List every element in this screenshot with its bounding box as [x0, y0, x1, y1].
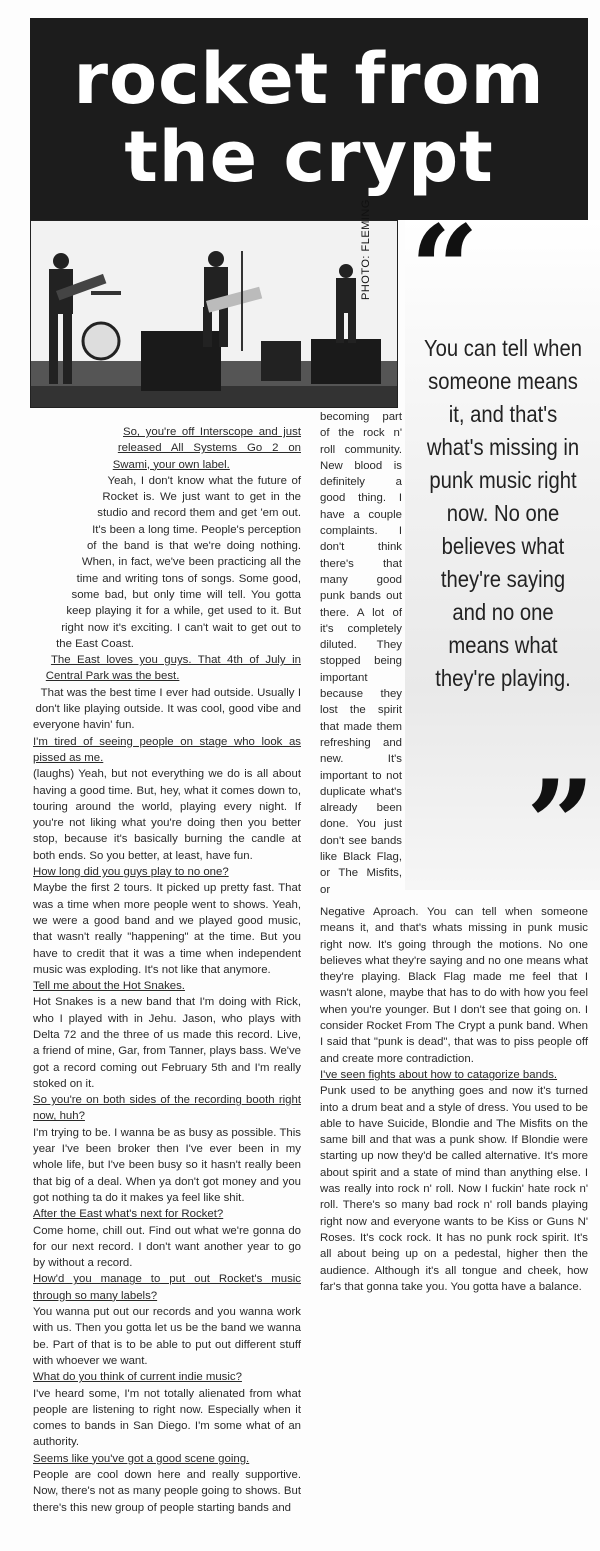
title-line-1: rocket from	[73, 38, 545, 120]
narrow-column: becoming part of the rock n' roll community. New blood is definitely a good thing. I have a couple complaints. I don't think there's that many good punk bands out there. A lot of it's completely diluted. They stopped being important because they lost the spirit that made them refreshing and new. It's important to not duplicate what's already been done. You just don't see bands like Black Flag, or The Misfits, or	[320, 411, 402, 896]
interview-answer: Hot Snakes is a new band that I'm doing with Rick, who I played with in Jehu. Jason, who plays with Delta 72 and the three of us made this record. Live, a friend of mine, Gar, from Tanner, plays bass. We've got a record coming out February 5th and I'm really stoked on it.	[33, 996, 301, 1090]
interview-question: How'd you manage to put out Rocket's music through so many labels?	[33, 1273, 301, 1302]
interview-question: So you're on both sides of the recording booth right now, huh?	[33, 1094, 301, 1123]
interview-answer: People are cool down here and really supportive. Now, there's not as many people going to shows. But there's this new group of people starting bands and	[33, 1469, 301, 1514]
interview-answer: I've heard some, I'm not totally alienated from what people are listening to right now. Especially when it comes to bands in San Diego. I'm some what of an authority.	[33, 1387, 301, 1449]
photo-credit: PHOTO: FLEMING	[360, 199, 372, 300]
interview-answer: Come home, chill out. Find out what we're gonna do for our next record. I don't want another year to go by without a record.	[33, 1224, 301, 1270]
band-photo	[30, 220, 398, 408]
interview-answer: You wanna put out our records and you wanna work with us. Then you gotta let us be the band we wanna be. Part of that is to be able to put out different stuff with whoever we want.	[33, 1306, 301, 1367]
close-quote-icon: ”	[525, 754, 595, 895]
right-column	[320, 904, 588, 1295]
pull-quote-text: You can tell when someone means it, and that's what's missing in punk music right now. No one believes what they're saying and no one means what they're playing.	[424, 335, 582, 691]
interview-answer: Yeah, I don't know what the future of Rocket is. We just want to get in the studio and record them and get 'em out. It's been a long time. People's perception of the band is that we're doing nothing. When, in fact, we've been practicing all the time and writing tons of songs. Some good, some bad, but only time will tell. You gotta keep playing it for a while, get used to it. But right now it's exciting. I can't wait to get out to the East Coast.	[56, 474, 301, 650]
pull-quote	[405, 199, 600, 895]
interview-question: What do you think of current indie music?	[33, 1371, 242, 1384]
interview-question: Tell me about the Hot Snakes.	[33, 980, 185, 993]
interview-question: I've seen fights about how to catagorize bands.	[320, 1068, 558, 1081]
interview-answer: I'm trying to be. I wanna be as busy as possible. This year I've been broker then I've ever been in my whole life, but I've been busy so it hasn't really been that big of a deal. When ya don't got money and you got nothing ta do it makes ya feel like shit.	[33, 1126, 301, 1204]
left-column	[33, 424, 301, 1516]
interview-question: Seems like you've got a good scene going.	[33, 1452, 250, 1465]
title-banner	[30, 18, 588, 220]
interview-question: I'm tired of seeing people on stage who look as pissed as me.	[33, 735, 301, 764]
interview-answer: That was the best time I ever had outside. Usually I don't like playing outside. It was cool, good vibe and everyone havin' fun.	[33, 686, 301, 732]
band-photo-illustration	[31, 221, 398, 408]
interview-answer: Negative Aproach. You can tell when someone means it, and that's whats missing in punk music right now. It's going through the motions. No one believes what they're saying and no one means what they're playing. Black Flag made me feel that I wasn't alone, maybe that has to do with how you feel when you're younger. But I don't see that going on. I consider Rocket From The Crypt a punk band. When I said that "punk is dead", that was to piss people off and create more contradiction.	[320, 906, 588, 1065]
interview-answer: Maybe the first 2 tours. It picked up pretty fast. That was a time when more people went to shows. Yeah, we were a good band and we played good music, that wasn't really "happening" at the time. But you have to credit that it was a time when independent music was exploding. It's not like that anymore.	[33, 882, 301, 976]
interview-question: The East loves you guys. That 4th of July in Central Park was the best.	[45, 654, 301, 683]
title-line-2: the crypt	[124, 116, 494, 198]
interview-answer: (laughs) Yeah, but not everything we do is all about having a good time. But, hey, what it comes down to, touring around the world, playing every night. If you're not liking what you're doing then you better stop, because it's basically burning the candle at both ends. So you better, at least, have fun.	[33, 768, 301, 862]
interview-question: After the East what's next for Rocket?	[33, 1208, 224, 1221]
interview-question: So, you're off Interscope and just released All Systems Go 2 on Swami, your own label.	[112, 426, 301, 471]
interview-question: How long did you guys play to no one?	[33, 866, 229, 879]
open-quote-icon: “	[410, 199, 480, 340]
interview-answer: Punk used to be anything goes and now it's turned into a drum beat and a style of dress. You used to be able to have Suicide, Blondie and The Misfits on the same bill and that was a punk show. If Blondie were starting up now they'd be called alternative. It's more about spirit and a state of mind than anything else. I was really into rock n' roll. Now I fuckin' hate rock n' roll. There's so many bad rock n' roll bands playing right now and everyone wants to be Kiss or Guns N' Roses. It's cock rock. It has no punk rock spirit. It's all about being up on a pedestal, higher then the audience. Although it's all tongue and cheek, how far's that gonna take you. You gotta have a balance.	[320, 1085, 588, 1293]
